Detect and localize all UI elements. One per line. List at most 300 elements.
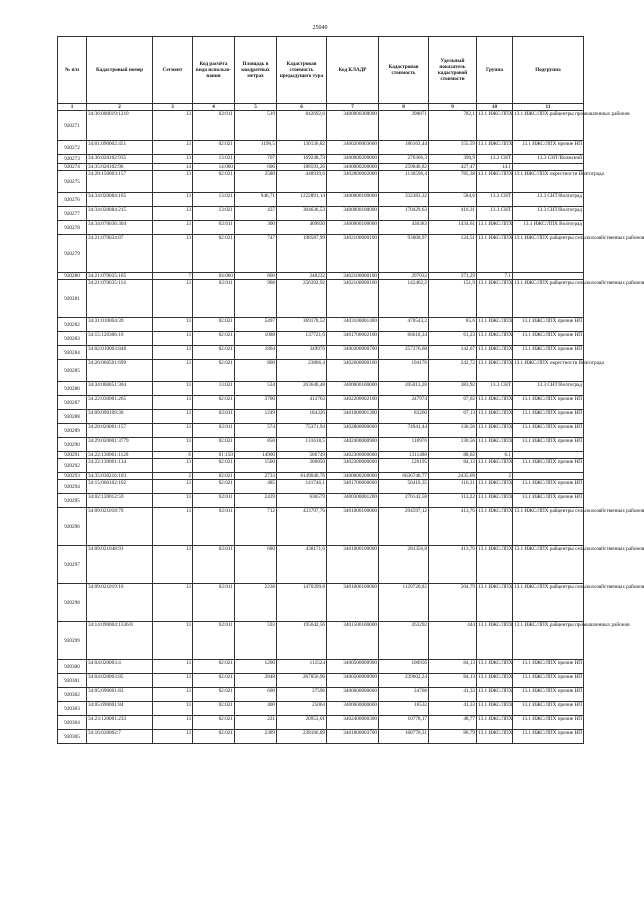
cadastral-number: 34:28:020001:157 <box>87 424 153 438</box>
area-sqm: 2848 <box>235 674 277 688</box>
subgroup: 13.1 ИЖС/ЛПХ прочие НП <box>513 438 584 452</box>
table-row <box>58 207 584 221</box>
table-row <box>58 730 584 744</box>
subgroup: 13.1 ИЖС/ЛПХ прочие НП <box>513 459 584 473</box>
specific-cost: 371,29 <box>429 273 477 280</box>
specific-cost: 85,6 <box>429 318 477 332</box>
area-sqm: 2389 <box>235 730 277 744</box>
column-number: 7 <box>327 104 379 111</box>
table-row <box>58 396 584 410</box>
cadastral-cost: 1129720,02 <box>379 584 429 622</box>
previous-cost: 438171,6 <box>277 546 327 584</box>
row-number: 920301 <box>58 674 87 688</box>
cadastral-cost: 276366,3 <box>379 155 429 164</box>
group: 13.1 ИЖС/ЛПХ <box>477 622 513 660</box>
area-sqm: 747 <box>235 235 277 273</box>
row-number: 920287 <box>58 396 87 410</box>
subgroup: 13.1 ИЖС/ЛПХ прочие НП <box>513 730 584 744</box>
specific-cost: 155,59 <box>429 141 477 155</box>
row-number: 920278 <box>58 221 87 235</box>
kladr-code: 3401000100000 <box>327 584 379 622</box>
usage-code: 02:021 <box>193 318 235 332</box>
previous-cost: 141746,1 <box>277 480 327 494</box>
previous-cost: 137721,6 <box>277 332 327 346</box>
cadastral-number: 34:22:030001:265 <box>87 396 153 410</box>
cadastral-number: 34:26:060501:699 <box>87 360 153 382</box>
cadastral-cost: 263292 <box>379 622 429 660</box>
table-row <box>58 410 584 424</box>
cadastral-cost: 83260 <box>379 410 429 424</box>
specific-cost: 785,38 <box>429 171 477 193</box>
kladr-code: 3400500000900 <box>327 674 379 688</box>
specific-cost: 84,13 <box>429 674 477 688</box>
group: 13.1 ИЖС/ЛПХ <box>477 111 513 141</box>
column-header: Кадастровая стоимость <box>379 37 429 104</box>
kladr-code: 3402100000100 <box>327 273 379 280</box>
cadastral-cost: 186163,44 <box>379 141 429 155</box>
specific-cost: 151,9 <box>429 280 477 318</box>
subgroup: 13.1 ИЖС/ЛПХ прочие НП <box>513 716 584 730</box>
specific-cost: 84,13 <box>429 660 477 674</box>
segment: 13 <box>153 207 193 221</box>
group: 13.1 ИЖС/ЛПХ <box>477 716 513 730</box>
area-sqm: 1249 <box>235 410 277 424</box>
subgroup <box>513 273 584 280</box>
area-sqm: 712 <box>235 508 277 546</box>
row-number: 920286 <box>58 382 87 396</box>
cadastral-cost: 398871 <box>379 111 429 141</box>
group: 13.1 ИЖС/ЛПХ <box>477 396 513 410</box>
row-number: 920279 <box>58 235 87 273</box>
cadastral-cost: 142462,2 <box>379 280 429 318</box>
table-row <box>58 688 584 702</box>
column-number: 2 <box>87 104 153 111</box>
row-number: 920276 <box>58 193 87 207</box>
specific-cost: 67,02 <box>429 396 477 410</box>
previous-cost: 75371,94 <box>277 424 327 438</box>
usage-code: 02:021 <box>193 360 235 382</box>
kladr-code: 3400000100000 <box>327 382 379 396</box>
segment: 13 <box>153 221 193 235</box>
previous-cost: 636579 <box>277 494 327 508</box>
area-sqm: 800 <box>235 273 277 280</box>
usage-code: 13:021 <box>193 207 235 221</box>
segment: 13 <box>153 480 193 494</box>
row-number: 920299 <box>58 622 87 660</box>
cadastral-number: 34:35:020102:96 <box>87 164 153 171</box>
segment: 13 <box>153 410 193 424</box>
usage-code: 02:021 <box>193 235 235 273</box>
kladr-code: 3400000100000 <box>327 193 379 207</box>
specific-cost: 41,33 <box>429 688 477 702</box>
segment: 14 <box>153 164 193 171</box>
row-number: 920274 <box>58 164 87 171</box>
kladr-code: 3403100001400 <box>327 318 379 332</box>
group: 13.3 СНТ <box>477 155 513 164</box>
table-row <box>58 171 584 193</box>
cadastral-number: 34:09:021048:93 <box>87 546 153 584</box>
cadastral-cost: 1311498 <box>379 452 429 459</box>
area-sqm: 534 <box>235 382 277 396</box>
segment: 6 <box>153 452 193 459</box>
group: 13.1 ИЖС/ЛПХ <box>477 480 513 494</box>
table-row <box>58 702 584 716</box>
row-number: 920284 <box>58 346 87 360</box>
table-row <box>58 546 584 584</box>
usage-code: 02:021 <box>193 473 235 480</box>
cadastral-number: 34:14:090004:1336/8 <box>87 622 153 660</box>
row-number: 920298 <box>58 584 87 622</box>
table-row <box>58 716 584 730</box>
specific-cost: 383,92 <box>429 382 477 396</box>
segment: 13 <box>153 674 193 688</box>
kladr-code: 3402600000100 <box>327 360 379 382</box>
specific-cost: 61,23 <box>429 332 477 346</box>
row-number: 920290 <box>58 438 87 452</box>
column-number: 8 <box>379 104 429 111</box>
kladr-code: 3401000100000 <box>327 508 379 546</box>
area-sqm: 946,71 <box>235 193 277 207</box>
cadastral-cost: 430383 <box>379 221 429 235</box>
usage-code: 02:011 <box>193 622 235 660</box>
segment: 13 <box>153 346 193 360</box>
table-row <box>58 424 584 438</box>
kladr-code: 3401700600600 <box>327 480 379 494</box>
area-sqm: 707 <box>235 155 277 164</box>
column-header: Кадастровая стоимость предыдущего тура <box>277 37 327 104</box>
group: 13.1 ИЖС/ЛПХ <box>477 346 513 360</box>
usage-code: 02:011 <box>193 424 235 438</box>
column-number: 5 <box>235 104 277 111</box>
table-row <box>58 141 584 155</box>
cadastral-number: 34:04:020003:4 <box>87 660 153 674</box>
specific-cost: 130,56 <box>429 424 477 438</box>
segment: 13 <box>153 193 193 207</box>
row-number: 920302 <box>58 688 87 702</box>
cadastral-number: 34:04:020003:85 <box>87 674 153 688</box>
previous-cost: 131618,5 <box>277 438 327 452</box>
cadastral-number: 34:09:090109:36 <box>87 410 153 424</box>
kladr-code: 3402800002000 <box>327 171 379 193</box>
row-number: 920283 <box>58 332 87 346</box>
table-header <box>58 37 584 111</box>
column-number: 1 <box>58 104 87 111</box>
column-number: 4 <box>193 104 235 111</box>
previous-cost: 1470399,8 <box>277 584 327 622</box>
cadastral-number: 34:21:070035:114 <box>87 280 153 318</box>
cadastral-number: 34:34:020084:165 <box>87 193 153 207</box>
cadastral-cost: 6636740,77 <box>379 473 429 480</box>
table-row <box>58 508 584 546</box>
subgroup <box>513 452 584 459</box>
group: 13.1 ИЖС/ЛПХ <box>477 318 513 332</box>
area-sqm: 3700 <box>235 396 277 410</box>
kladr-code: 3400300000700 <box>327 346 379 360</box>
previous-cost: 206850 <box>277 459 327 473</box>
row-number: 920295 <box>58 494 87 508</box>
table-row <box>58 111 584 141</box>
usage-code: 02:021 <box>193 716 235 730</box>
cadastral-cost: 294597,12 <box>379 508 429 546</box>
area-sqm: 680 <box>235 546 277 584</box>
previous-cost: 198587,99 <box>277 235 327 273</box>
subgroup: 13.1 ИЖС/ЛПХ райцентры промышленных районов <box>513 111 584 141</box>
previous-cost: 195642,56 <box>277 622 327 660</box>
segment: 13 <box>153 424 193 438</box>
segment: 13 <box>153 716 193 730</box>
subgroup: 13.1 ИЖС/ЛПХ райцентры сельскохозяйственных районов <box>513 280 584 318</box>
group: 13.1 ИЖС/ЛПХ <box>477 674 513 688</box>
cadastral-number: 34:09:021018:70 <box>87 508 153 546</box>
table-row <box>58 155 584 164</box>
segment: 13 <box>153 396 193 410</box>
cadastral-number: 34:21:070034:87 <box>87 235 153 273</box>
previous-cost: 409830 <box>277 221 327 235</box>
subgroup: 13.1 ИЖС/ЛПХ прочие НП <box>513 332 584 346</box>
table-row <box>58 660 584 674</box>
cadastral-number: 34:21:070035:105 <box>87 273 153 280</box>
usage-code: 13:021 <box>193 382 235 396</box>
segment: 13 <box>153 688 193 702</box>
segment: 13 <box>153 235 193 273</box>
table-body <box>58 111 644 744</box>
group: 13.1 ИЖС/ЛПХ <box>477 688 513 702</box>
column-number: 6 <box>277 104 327 111</box>
subgroup: 13.1 ИЖС/ЛПХ райцентры сельскохозяйственных районов <box>513 508 584 546</box>
specific-cost: 124,51 <box>429 235 477 273</box>
group: 13.3 СНТ <box>477 382 513 396</box>
group: 13.1 ИЖС/ЛПХ <box>477 459 513 473</box>
group: 13.1 ИЖС/ЛПХ <box>477 546 513 584</box>
subgroup <box>513 164 584 171</box>
column-header: Сегмент <box>153 37 193 104</box>
table-row <box>58 332 584 346</box>
row-number: 920304 <box>58 716 87 730</box>
area-sqm: 1500 <box>235 459 277 473</box>
group: 2 <box>477 473 513 480</box>
column-number: 9 <box>429 104 477 111</box>
usage-code: 13:021 <box>193 155 235 164</box>
kladr-code: 3402400000300 <box>327 716 379 730</box>
group: 13.3 СНТ <box>477 193 513 207</box>
row-number: 920273 <box>58 155 87 164</box>
kladr-code: 3402300000600 <box>327 452 379 459</box>
specific-cost: 413,76 <box>429 546 477 584</box>
usage-code: 04:060 <box>193 273 235 280</box>
specific-cost: 48,77 <box>429 716 477 730</box>
specific-cost: 142,67 <box>429 346 477 360</box>
kladr-code: 3401000100000 <box>327 546 379 584</box>
usage-code: 02:021 <box>193 332 235 346</box>
subgroup: 13.1 ИЖС/ЛПХ райцентры сельскохозяйственных районов <box>513 235 584 273</box>
group: 13.1 ИЖС/ЛПХ <box>477 494 513 508</box>
kladr-code: 3400600000600 <box>327 688 379 702</box>
table-row <box>58 273 584 280</box>
segment: 13 <box>153 280 193 318</box>
area-sqm: 485 <box>235 480 277 494</box>
area-sqm: 1088 <box>235 332 277 346</box>
table-row <box>58 494 584 508</box>
table-row <box>58 438 584 452</box>
row-number: 920282 <box>58 318 87 332</box>
usage-code: 02:021 <box>193 396 235 410</box>
subgroup: 13.1 ИЖС/ЛПХ окрестности Волгограда <box>513 171 584 193</box>
row-number: 920305 <box>58 730 87 744</box>
usage-code: 02:021 <box>193 702 235 716</box>
previous-cost: 169248,73 <box>277 155 327 164</box>
row-number: 920294 <box>58 480 87 494</box>
area-sqm: 400 <box>235 702 277 716</box>
area-sqm: 593 <box>235 622 277 660</box>
previous-cost: 25064 <box>277 702 327 716</box>
kladr-code: 3402200002100 <box>327 396 379 410</box>
cadastral-table <box>57 36 644 744</box>
kladr-code: 3401500100000 <box>327 622 379 660</box>
previous-cost: 349976 <box>277 346 327 360</box>
column-header: Группа <box>477 37 513 104</box>
group: 13.1 ИЖС/ЛПХ <box>477 410 513 424</box>
row-number: 920271 <box>58 111 87 141</box>
specific-cost: 242,72 <box>429 360 477 382</box>
cadastral-number: 34:34:060051:304 <box>87 382 153 396</box>
specific-cost: 88,02 <box>429 452 477 459</box>
table-row <box>58 674 584 688</box>
column-header: Площадь в квадратных метрах <box>235 37 277 104</box>
cadastral-number: 34:23:120001:233 <box>87 716 153 730</box>
group: 6.1 <box>477 452 513 459</box>
kladr-code: 3400600000600 <box>327 702 379 716</box>
area-sqm: 2238 <box>235 584 277 622</box>
cadastral-number: 34:02:120012:59 <box>87 494 153 508</box>
group: 7.1 <box>477 273 513 280</box>
subgroup: 13.1 ИЖС/ЛПХ прочие НП <box>513 494 584 508</box>
subgroup: 13.3 СНТ/Волгоград <box>513 382 584 396</box>
previous-cost: 248232 <box>277 273 327 280</box>
specific-cost: 390,9 <box>429 155 477 164</box>
kladr-code: 3402100000100 <box>327 235 379 273</box>
segment: 7 <box>153 273 193 280</box>
previous-cost: 506749 <box>277 452 327 459</box>
column-header: № п/п <box>58 37 87 104</box>
subgroup: 13.1 ИЖС/ЛПХ прочие НП <box>513 702 584 716</box>
usage-code: 02:011 <box>193 546 235 584</box>
usage-code: 02:021 <box>193 730 235 744</box>
subgroup: 13.1 ИЖС/ЛПХ прочие НП <box>513 660 584 674</box>
cadastral-cost: 16532 <box>379 702 429 716</box>
cadastral-cost: 276143,58 <box>379 494 429 508</box>
row-number: 920280 <box>58 273 87 280</box>
subgroup: 13.1 ИЖС/ЛПХ прочие НП <box>513 674 584 688</box>
group: 13.1 ИЖС/ЛПХ <box>477 141 513 155</box>
previous-cost: 23866,4 <box>277 360 327 382</box>
subgroup: 13.1 ИЖС/ЛПХ окрестности Волгограда <box>513 360 584 382</box>
previous-cost: 112524 <box>277 660 327 674</box>
segment: 2 <box>153 473 193 480</box>
kladr-code: 3401700002100 <box>327 332 379 346</box>
segment: 13 <box>153 702 193 716</box>
cadastral-cost: 100956 <box>379 660 429 674</box>
segment: 13 <box>153 546 193 584</box>
column-header: Подгруппа <box>513 37 584 104</box>
segment: 13 <box>153 155 193 164</box>
cadastral-number: 34:15:060102:102 <box>87 480 153 494</box>
specific-cost: 427,47 <box>429 164 477 171</box>
cadastral-cost: 247974 <box>379 396 429 410</box>
area-sqm: 14900 <box>235 452 277 459</box>
cadastral-number: 34:09:021019:16 <box>87 584 153 622</box>
table-row <box>58 459 584 473</box>
specific-cost: 84,13 <box>429 459 477 473</box>
kladr-code: 3400000200000 <box>327 155 379 164</box>
cadastral-number: 34:35:030216:103 <box>87 473 153 480</box>
table-row <box>58 193 584 207</box>
area-sqm: 600 <box>235 688 277 702</box>
cadastral-number: 34:34:020084:215 <box>87 207 153 221</box>
specific-cost: 782,1 <box>429 111 477 141</box>
previous-cost: 413763 <box>277 396 327 410</box>
group: 13.1 ИЖС/ЛПХ <box>477 584 513 622</box>
cadastral-number: 34:01:090002:451 <box>87 141 153 155</box>
cadastral-cost: 24708 <box>379 688 429 702</box>
area-sqm: 300 <box>235 221 277 235</box>
usage-code: 14:000 <box>193 164 235 171</box>
area-sqm: 1804 <box>235 346 277 360</box>
cadastral-cost: 126195 <box>379 459 429 473</box>
subgroup: 13.1 ИЖС/ЛПХ прочие НП <box>513 688 584 702</box>
group: 13.1 ИЖС/ЛПХ <box>477 235 513 273</box>
group: 14.1 <box>477 164 513 171</box>
column-number: 11 <box>513 104 584 111</box>
table-row <box>58 346 584 360</box>
usage-code: 01:150 <box>193 452 235 459</box>
subgroup: 13.1 ИЖС/ЛПХ прочие НП <box>513 318 584 332</box>
segment: 13 <box>153 382 193 396</box>
kladr-code: 3400000100000 <box>327 207 379 221</box>
specific-cost: 2435,69 <box>429 473 477 480</box>
row-number: 920275 <box>58 171 87 193</box>
group: 13.1 ИЖС/ЛПХ <box>477 360 513 382</box>
usage-code: 02:021 <box>193 171 235 193</box>
subgroup <box>513 473 584 480</box>
cadastral-number: 34:05:090001:84 <box>87 702 153 716</box>
usage-code: 02:011 <box>193 221 235 235</box>
table-row <box>58 452 584 459</box>
kladr-code: 3400500000900 <box>327 660 379 674</box>
row-number: 920291 <box>58 452 87 459</box>
table-row <box>58 164 584 171</box>
specific-cost: 413,76 <box>429 508 477 546</box>
usage-code: 02:011 <box>193 494 235 508</box>
group: 13.1 ИЖС/ЛПХ <box>477 171 513 193</box>
kladr-code: 3400000100000 <box>327 221 379 235</box>
cadastral-cost: 56410,35 <box>379 480 429 494</box>
cadastral-cost: 281356,8 <box>379 546 429 584</box>
column-header: Удельный показатель кадастровой стоимости <box>429 37 477 104</box>
table-row <box>58 382 584 396</box>
row-number: 920285 <box>58 360 87 382</box>
area-sqm: 574 <box>235 424 277 438</box>
kladr-code: 3400000200000 <box>327 164 379 171</box>
table-row <box>58 235 584 273</box>
area-sqm: 437 <box>235 207 277 221</box>
kladr-code: 3400000200000 <box>327 473 379 480</box>
previous-cost: 433797,76 <box>277 508 327 546</box>
kladr-code: 3401800003700 <box>327 730 379 744</box>
cadastral-number: 34:15:120306:10 <box>87 332 153 346</box>
subgroup: 13.1 ИЖС/ЛПХ Волгоград <box>513 221 584 235</box>
usage-code: 02:011 <box>193 280 235 318</box>
subgroup: 13.3 СНТ/Волгоград <box>513 207 584 221</box>
